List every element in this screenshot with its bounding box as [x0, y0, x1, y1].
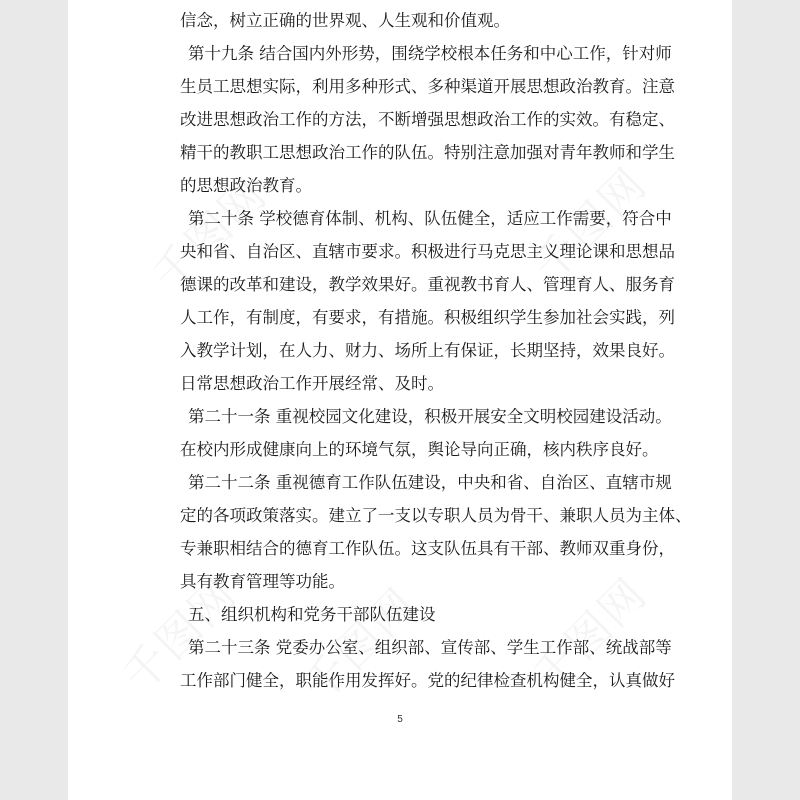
text-line: 五、组织机构和党务干部队伍建设 — [188, 605, 436, 624]
document-page — [68, 0, 732, 800]
text-line: 日常思想政治工作开展经常、及时。 — [180, 374, 444, 393]
text-line: 精干的教职工思想政治工作的队伍。特别注意加强对青年教师和学生 — [180, 143, 675, 162]
text-line: 入教学计划，在人力、财力、场所上有保证，长期坚持，效果良好。 — [180, 341, 675, 360]
text-line: 德课的改革和建设，教学效果好。重视教书育人、管理育人、服务育 — [180, 275, 675, 294]
paragraph — [180, 466, 692, 598]
text-line: 专兼职相结合的德育工作队伍。这支队伍具有干部、教师双重身份， — [180, 539, 675, 558]
text-line: 央和省、自治区、直辖市要求。积极进行马克思主义理论课和思想品 — [180, 242, 675, 261]
text-line: 信念，树立正确的世界观、人生观和价值观。 — [180, 11, 510, 30]
document-body — [180, 4, 692, 697]
text-line: 具有教育管理等功能。 — [180, 572, 345, 591]
text-line: 定的各项政策落实。建立了一支以专职人员为骨干、兼职人员为主体、 — [180, 506, 692, 525]
text-line: 工作部门健全，职能作用发挥好。党的纪律检查机构健全，认真做好 — [180, 671, 675, 690]
text-line: 第二十二条 重视德育工作队伍建设，中央和省、自治区、直辖市规 — [188, 473, 672, 492]
text-line: 第十九条 结合国内外形势，围绕学校根本任务和中心工作，针对师 — [188, 44, 672, 63]
text-line: 的思想政治教育。 — [180, 176, 312, 195]
paragraph — [180, 37, 675, 202]
text-line: 第二十一条 重视校园文化建设，积极开展安全文明校园建设活动。 — [188, 407, 672, 426]
paragraph — [180, 4, 628, 37]
paragraph — [180, 202, 675, 400]
text-line: 第二十条 学校德育体制、机构、队伍健全，适应工作需要，符合中 — [188, 209, 672, 228]
text-line: 生员工思想实际，利用多种形式、多种渠道开展思想政治教育。注意 — [180, 77, 675, 96]
paragraph — [180, 598, 628, 631]
text-line: 人工作，有制度，有要求，有措施。积极组织学生参加社会实践，列 — [180, 308, 675, 327]
paragraph — [180, 400, 672, 466]
text-line: 在校内形成健康向上的环境气氛，舆论导向正确，核内秩序良好。 — [180, 440, 659, 459]
text-line: 第二十三条 党委办公室、组织部、宣传部、学生工作部、统战部等 — [188, 638, 672, 657]
paragraph — [180, 631, 675, 697]
text-line: 改进思想政治工作的方法，不断增强思想政治工作的实效。有稳定、 — [180, 110, 675, 129]
page-number: 5 — [397, 714, 403, 725]
